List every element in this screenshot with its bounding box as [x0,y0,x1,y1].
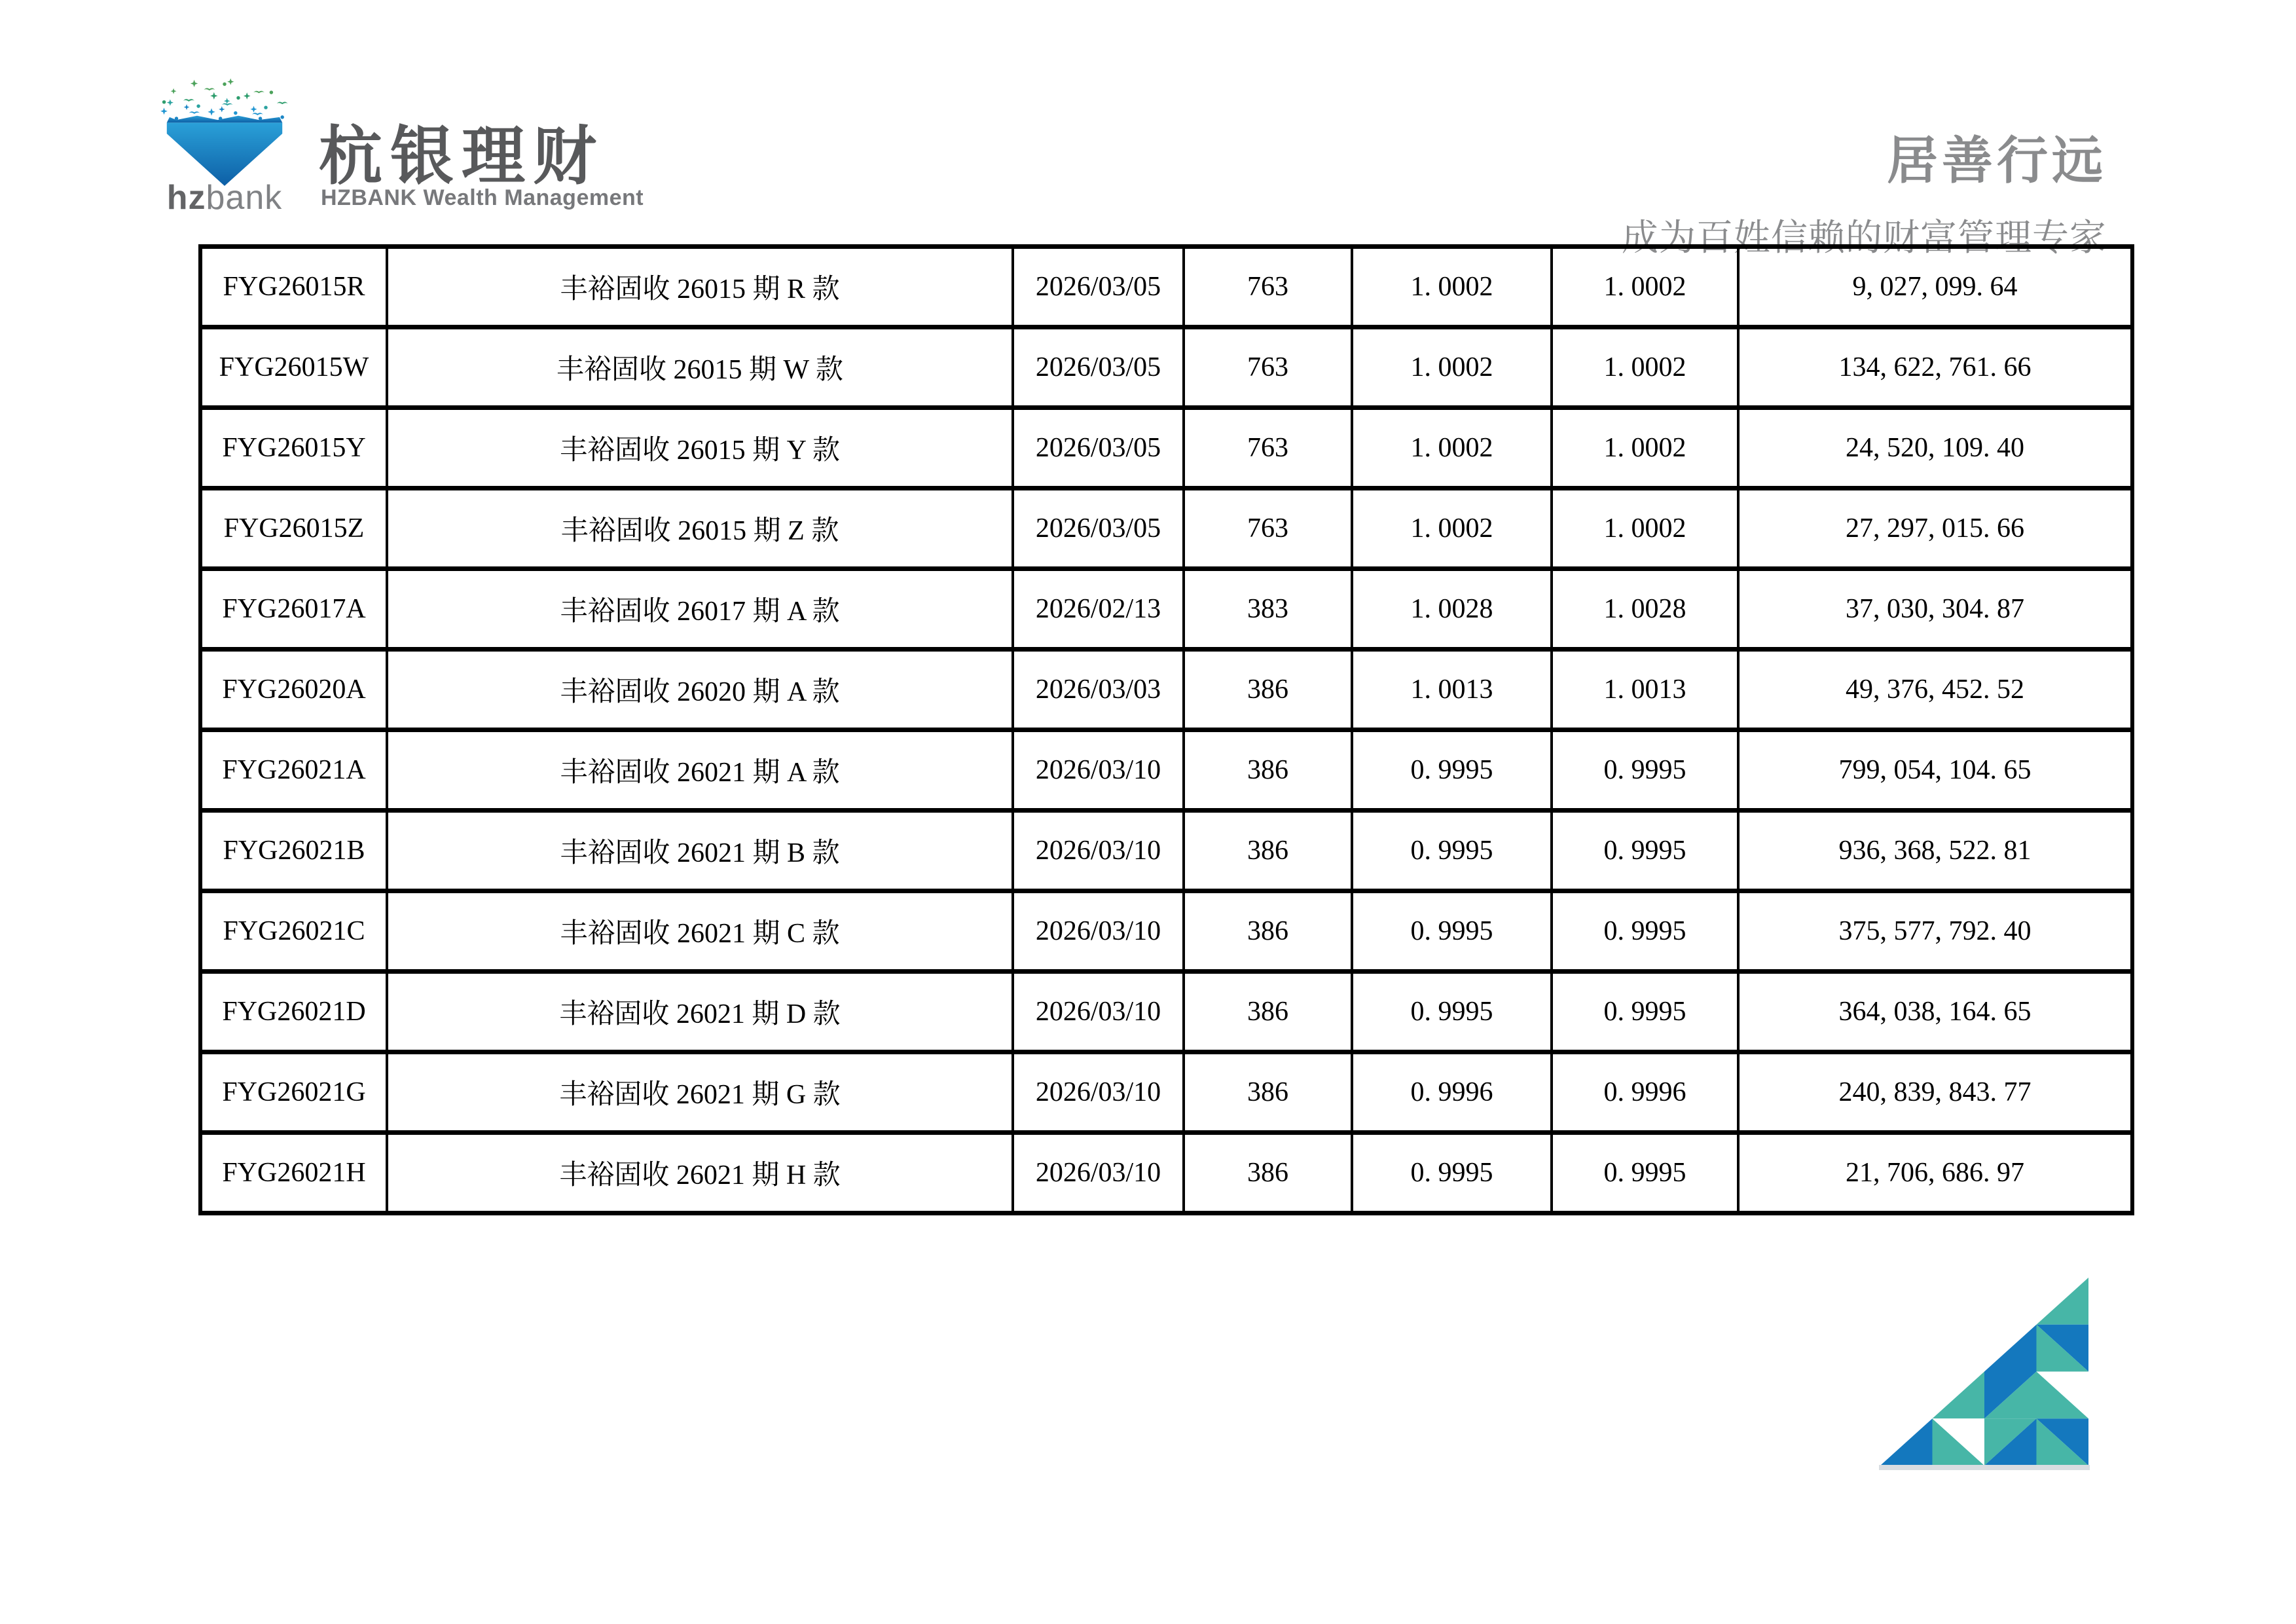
product-name-cell: 丰裕固收 26021 期 B 款 [387,811,1013,891]
unit-nav-cell: 1. 0002 [1352,408,1552,489]
term-days-cell: 763 [1184,408,1352,489]
product-name-cell: 丰裕固收 26021 期 A 款 [387,730,1013,811]
product-code-cell: FYG26021G [200,1052,387,1133]
maturity-date-cell: 2026/03/05 [1013,327,1184,408]
maturity-date-cell: 2026/03/10 [1013,891,1184,972]
product-name-cell: 丰裕固收 26015 期 Z 款 [387,489,1013,569]
table-row [200,1133,2132,1213]
term-days-cell: 386 [1184,811,1352,891]
amount-cell: 364, 038, 164. 65 [1738,972,2132,1052]
cumulative-nav-cell: 0. 9995 [1552,730,1738,811]
table-row [200,972,2132,1052]
unit-nav-cell: 0. 9995 [1352,811,1552,891]
product-name-cell: 丰裕固收 26017 期 A 款 [387,569,1013,650]
term-days-cell: 386 [1184,891,1352,972]
amount-cell: 936, 368, 522. 81 [1738,811,2132,891]
product-table-body [200,247,2132,1213]
maturity-date-cell: 2026/03/10 [1013,972,1184,1052]
table-row [200,891,2132,972]
cumulative-nav-cell: 1. 0002 [1552,247,1738,327]
cumulative-nav-cell: 0. 9995 [1552,891,1738,972]
product-code-cell: FYG26021C [200,891,387,972]
logo-particles [171,79,273,94]
table-row [200,247,2132,327]
mosaic-shadow [1879,1465,2090,1470]
cumulative-nav-cell: 0. 9995 [1552,811,1738,891]
unit-nav-cell: 0. 9995 [1352,730,1552,811]
product-code-cell: FYG26021A [200,730,387,811]
cumulative-nav-cell: 1. 0028 [1552,569,1738,650]
cumulative-nav-cell: 0. 9995 [1552,972,1738,1052]
unit-nav-cell: 0. 9995 [1352,1133,1552,1213]
table-row [200,650,2132,730]
amount-cell: 799, 054, 104. 65 [1738,730,2132,811]
unit-nav-cell: 0. 9995 [1352,972,1552,1052]
maturity-date-cell: 2026/03/05 [1013,489,1184,569]
table-row [200,327,2132,408]
triangle-mosaic-graphic [1880,1278,2088,1466]
table-row [200,569,2132,650]
maturity-date-cell: 2026/03/03 [1013,650,1184,730]
brand-name-english: HZBANK Wealth Management [321,185,644,210]
amount-cell: 24, 520, 109. 40 [1738,408,2132,489]
cumulative-nav-cell: 1. 0002 [1552,489,1738,569]
unit-nav-cell: 0. 9996 [1352,1052,1552,1133]
product-code-cell: FYG26017A [200,569,387,650]
maturity-date-cell: 2026/03/10 [1013,730,1184,811]
term-days-cell: 386 [1184,1052,1352,1133]
logo-wordmark-hz: hz [166,179,206,217]
cumulative-nav-cell: 1. 0002 [1552,327,1738,408]
hzbank-logo-icon [155,77,294,187]
product-code-cell: FYG26015W [200,327,387,408]
slogan-block [1622,120,2107,261]
table-row [200,1052,2132,1133]
product-code-cell: FYG26021H [200,1133,387,1213]
cumulative-nav-cell: 0. 9995 [1552,1133,1738,1213]
amount-cell: 27, 297, 015. 66 [1738,489,2132,569]
product-code-cell: FYG26015R [200,247,387,327]
table-row [200,489,2132,569]
term-days-cell: 763 [1184,327,1352,408]
term-days-cell: 386 [1184,730,1352,811]
maturity-date-cell: 2026/03/05 [1013,247,1184,327]
unit-nav-cell: 1. 0028 [1352,569,1552,650]
product-name-cell: 丰裕固收 26015 期 W 款 [387,327,1013,408]
product-name-cell: 丰裕固收 26021 期 D 款 [387,972,1013,1052]
product-name-cell: 丰裕固收 26015 期 R 款 [387,247,1013,327]
unit-nav-cell: 0. 9995 [1352,891,1552,972]
unit-nav-cell: 1. 0002 [1352,489,1552,569]
term-days-cell: 386 [1184,972,1352,1052]
product-name-cell: 丰裕固收 26021 期 C 款 [387,891,1013,972]
unit-nav-cell: 1. 0002 [1352,247,1552,327]
maturity-date-cell: 2026/02/13 [1013,569,1184,650]
term-days-cell: 383 [1184,569,1352,650]
maturity-date-cell: 2026/03/10 [1013,811,1184,891]
cumulative-nav-cell: 1. 0013 [1552,650,1738,730]
term-days-cell: 763 [1184,247,1352,327]
amount-cell: 37, 030, 304. 87 [1738,569,2132,650]
maturity-date-cell: 2026/03/10 [1013,1133,1184,1213]
maturity-date-cell: 2026/03/05 [1013,408,1184,489]
unit-nav-cell: 1. 0013 [1352,650,1552,730]
product-name-cell: 丰裕固收 26020 期 A 款 [387,650,1013,730]
amount-cell: 134, 622, 761. 66 [1738,327,2132,408]
amount-cell: 240, 839, 843. 77 [1738,1052,2132,1133]
product-name-cell: 丰裕固收 26021 期 H 款 [387,1133,1013,1213]
product-code-cell: FYG26021D [200,972,387,1052]
maturity-date-cell: 2026/03/10 [1013,1052,1184,1133]
logo-wordmark [155,178,294,217]
product-name-cell: 丰裕固收 26015 期 Y 款 [387,408,1013,489]
product-code-cell: FYG26021B [200,811,387,891]
product-code-cell: FYG26015Y [200,408,387,489]
product-table [198,244,2134,1215]
term-days-cell: 763 [1184,489,1352,569]
table-row [200,408,2132,489]
amount-cell: 9, 027, 099. 64 [1738,247,2132,327]
cumulative-nav-cell: 1. 0002 [1552,408,1738,489]
brand-name-chinese: 杭银理财 [319,120,604,192]
term-days-cell: 386 [1184,1133,1352,1213]
cumulative-nav-cell: 0. 9996 [1552,1052,1738,1133]
amount-cell: 21, 706, 686. 97 [1738,1133,2132,1213]
table-row [200,811,2132,891]
table-row [200,730,2132,811]
unit-nav-cell: 1. 0002 [1352,327,1552,408]
slogan-title: 居善行远 [1886,132,2107,189]
term-days-cell: 386 [1184,650,1352,730]
product-name-cell: 丰裕固收 26021 期 G 款 [387,1052,1013,1133]
logo-wordmark-bank: bank [206,179,283,217]
amount-cell: 375, 577, 792. 40 [1738,891,2132,972]
product-code-cell: FYG26020A [200,650,387,730]
slogan-subtitle: 成为百姓信赖的财富管理专家 [1622,217,2107,258]
product-code-cell: FYG26015Z [200,489,387,569]
amount-cell: 49, 376, 452. 52 [1738,650,2132,730]
